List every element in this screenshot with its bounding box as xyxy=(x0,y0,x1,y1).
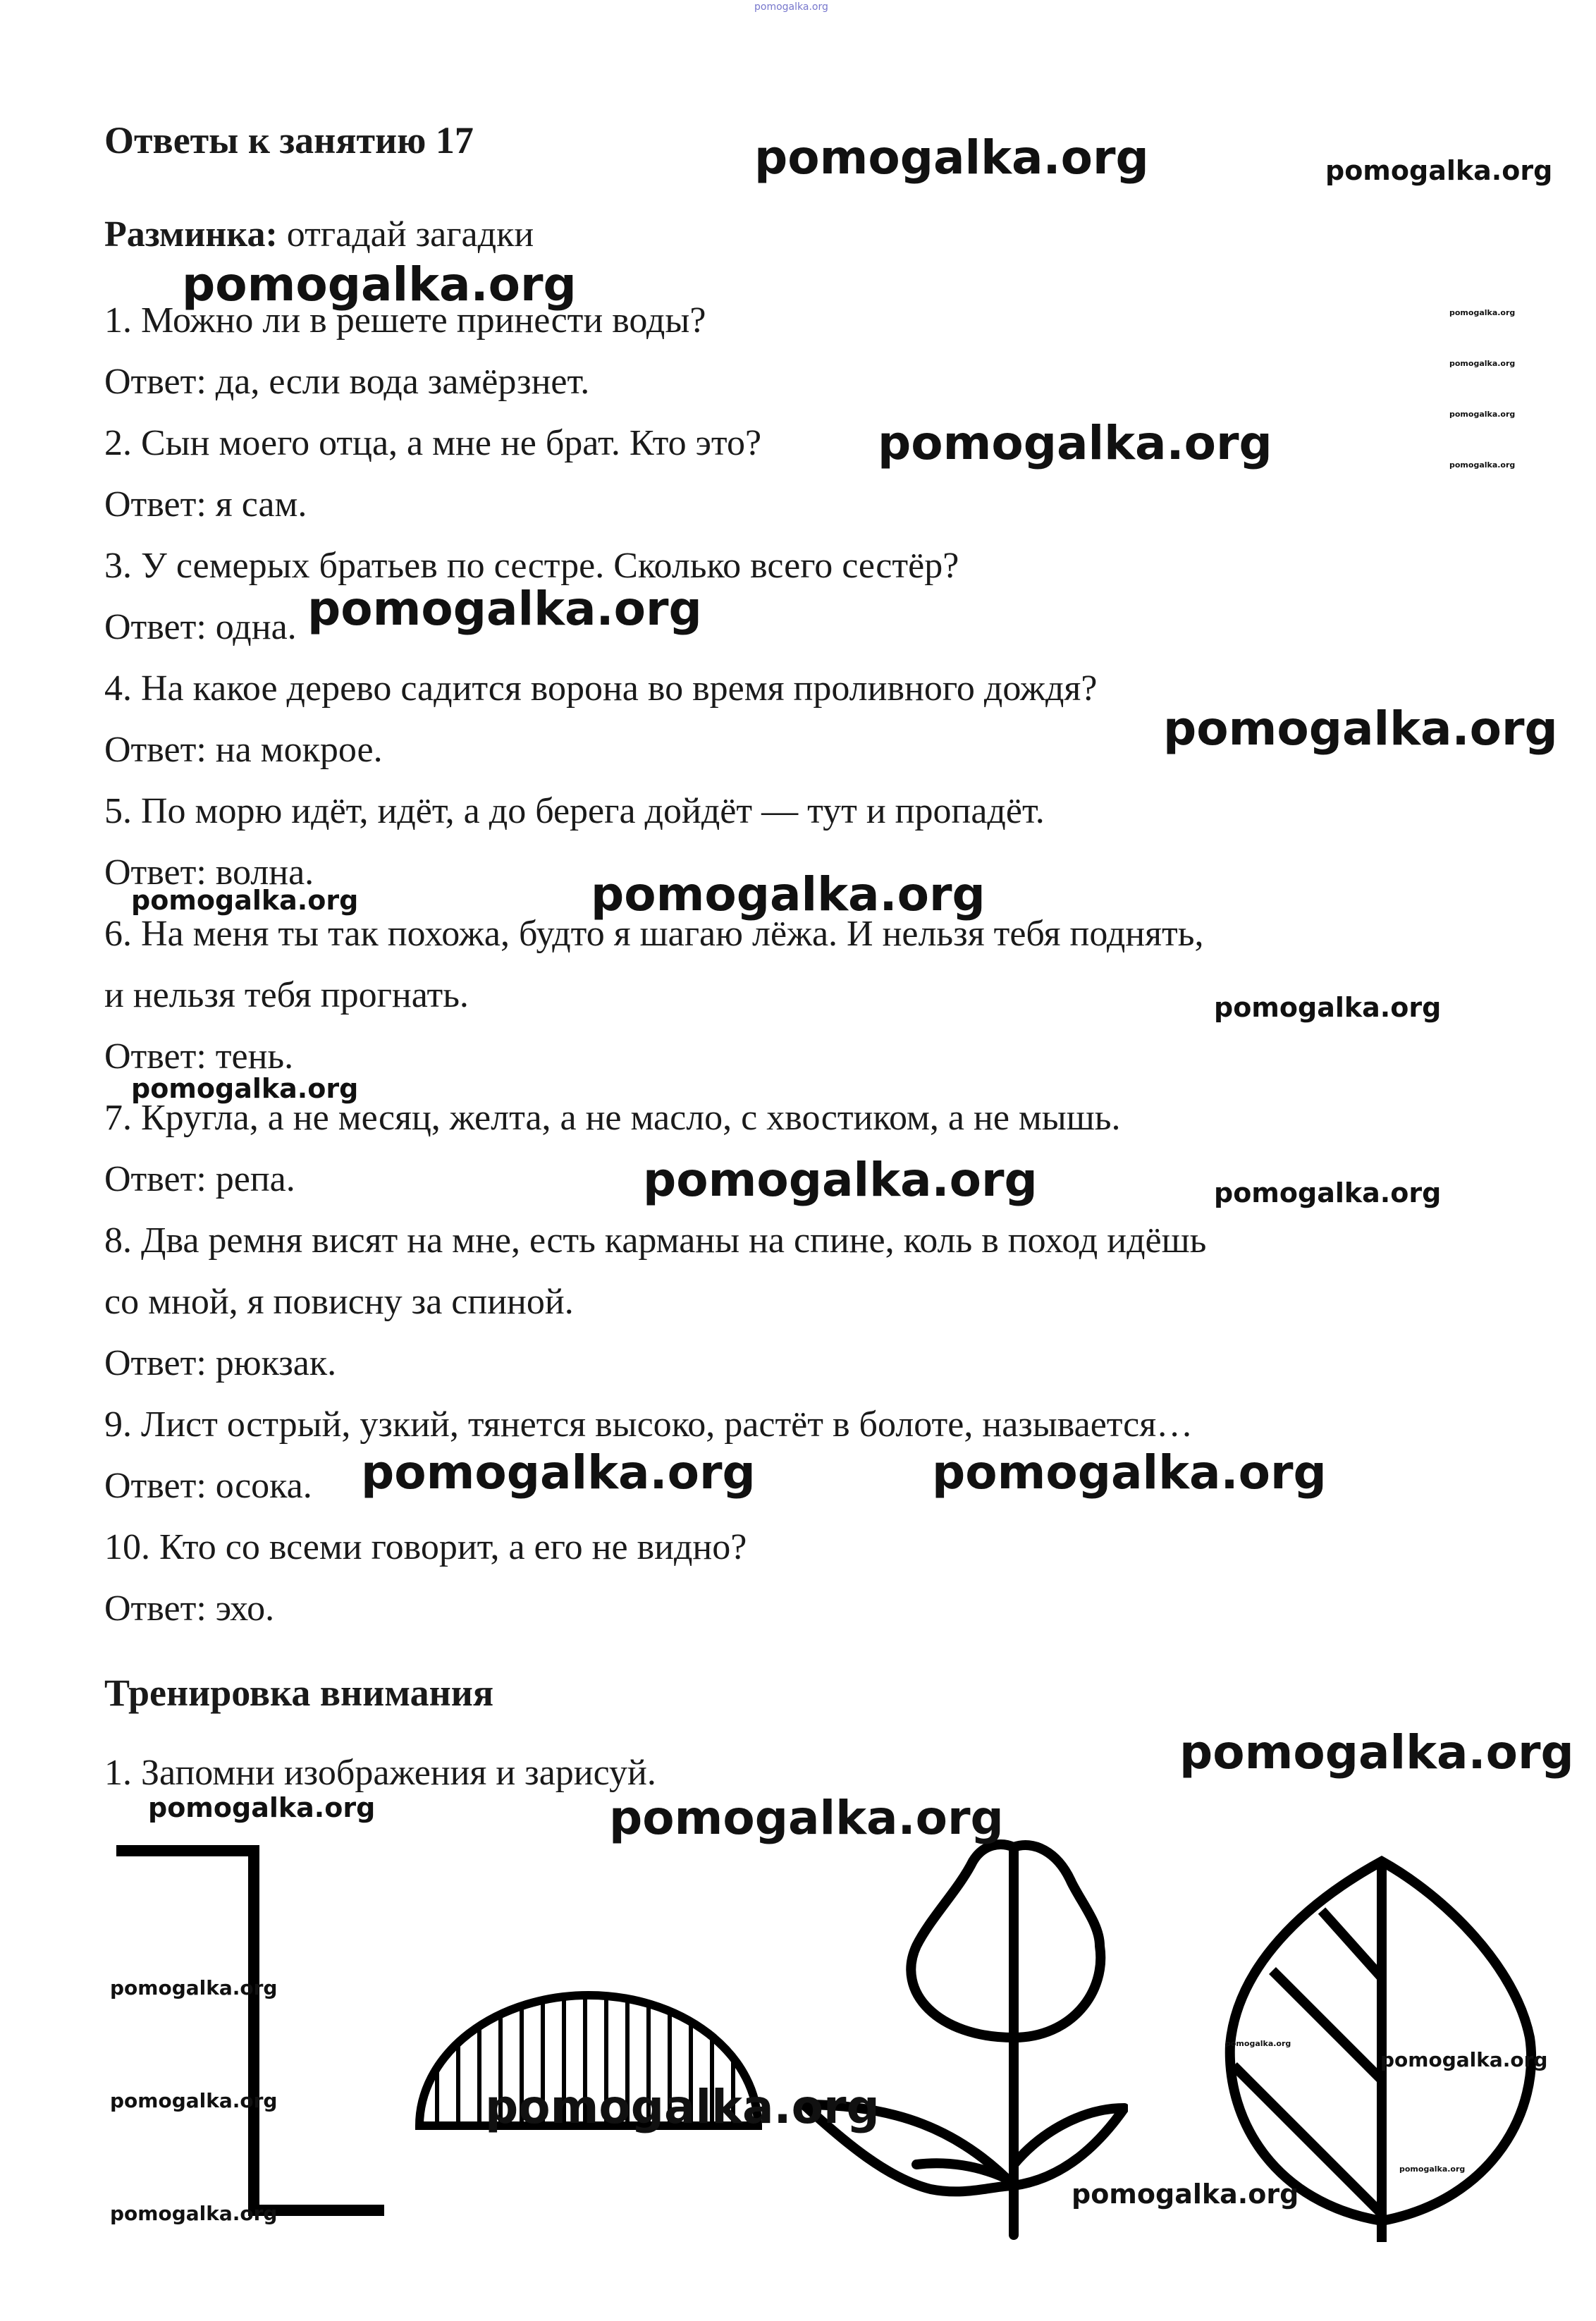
warmup-label: Разминка: xyxy=(104,214,278,255)
watermark: pomogalka.org xyxy=(110,2202,278,2225)
riddle-4-question: 4. На какое дерево садится ворона во время проливного дождя? xyxy=(104,668,1098,709)
watermark: pomogalka.org xyxy=(148,1792,376,1823)
watermark: pomogalka.org xyxy=(110,1976,278,2000)
page-title: Ответы к занятию 17 xyxy=(104,119,474,161)
warmup-instruction: отгадай загадки xyxy=(286,214,534,255)
riddle-5-question: 5. По морю идёт, идёт, а до берега дойдёт — тут и пропадёт. xyxy=(104,791,1045,831)
riddle-10-answer: Ответ: эхо. xyxy=(104,1588,275,1629)
watermark: pomogalka.org xyxy=(878,416,1272,470)
watermark: pomogalka.org xyxy=(1214,1177,1442,1208)
riddle-7-answer: Ответ: репа. xyxy=(104,1159,295,1199)
watermark: pomogalka.org xyxy=(1072,2179,1299,2210)
watermark: pomogalka.org xyxy=(131,1073,359,1104)
bracket-figure xyxy=(106,1833,388,2228)
riddle-10-question: 10. Кто со всеми говорит, а его не видно? xyxy=(104,1527,747,1567)
riddle-6-question: 6. На меня ты так похожа, будто я шагаю лёжа. И нельзя тебя поднять, xyxy=(104,914,1204,954)
riddle-9-answer: Ответ: осока. xyxy=(104,1466,312,1506)
riddle-3-answer: Ответ: одна. xyxy=(104,607,297,647)
riddle-8-question: 8. Два ремня висят на мне, есть карманы на спине, коль в поход идёшь xyxy=(104,1220,1207,1261)
riddle-2-answer: Ответ: я сам. xyxy=(104,484,307,525)
watermark: pomogalka.org xyxy=(1399,2164,1466,2174)
watermark: pomogalka.org xyxy=(1325,155,1553,186)
riddle-5-answer: Ответ: волна. xyxy=(104,852,314,893)
watermark: pomogalka.org xyxy=(131,885,359,916)
riddle-2-question: 2. Сын моего отца, а мне не брат. Кто это? xyxy=(104,423,762,463)
watermark: pomogalka.org xyxy=(307,582,702,636)
watermark: pomogalka.org xyxy=(1449,410,1516,419)
riddle-7-question: 7. Кругла, а не месяц, желта, а не масло, с хвостиком, а не мышь. xyxy=(104,1098,1121,1138)
watermark: pomogalka.org xyxy=(1449,308,1516,317)
attention-heading: Тренировка внимания xyxy=(104,1672,494,1714)
watermark: pomogalka.org xyxy=(1449,460,1516,470)
riddle-6-answer: Ответ: тень. xyxy=(104,1036,294,1077)
riddle-1-question: 1. Можно ли в решете принести воды? xyxy=(104,300,706,341)
watermark: pomogalka.org xyxy=(361,1445,756,1500)
riddle-8-question-cont: со мной, я повисну за спиной. xyxy=(104,1282,574,1322)
riddle-1-answer: Ответ: да, если вода замёрзнет. xyxy=(104,362,590,402)
riddle-6-question-cont: и нельзя тебя прогнать. xyxy=(104,975,469,1015)
riddle-3-question: 3. У семерых братьев по сестре. Сколько всего сестёр? xyxy=(104,546,959,586)
attention-task: 1. Запомни изображения и зарисуй. xyxy=(104,1753,656,1793)
watermark: pomogalka.org xyxy=(1214,992,1442,1023)
watermark: pomogalka.org xyxy=(110,2089,278,2112)
watermark: pomogalka.org xyxy=(932,1445,1327,1500)
watermark: pomogalka.org xyxy=(1449,359,1516,368)
riddle-4-answer: Ответ: на мокрое. xyxy=(104,730,383,770)
watermark: pomogalka.org xyxy=(643,1153,1038,1207)
watermark-top: pomogalka.org xyxy=(754,1,828,13)
riddle-9-question: 9. Лист острый, узкий, тянется высоко, растёт в болоте, называется… xyxy=(104,1404,1193,1445)
watermark: pomogalka.org xyxy=(1179,1725,1574,1780)
watermark: pomogalka.org xyxy=(1163,702,1558,756)
watermark: pomogalka.org xyxy=(485,2080,880,2134)
warmup-heading xyxy=(104,214,534,255)
watermark: pomogalka.org xyxy=(1380,2048,1548,2071)
watermark: pomogalka.org xyxy=(609,1791,1004,1845)
watermark: pomogalka.org xyxy=(1225,2039,1291,2048)
watermark: pomogalka.org xyxy=(754,130,1149,185)
riddle-8-answer: Ответ: рюкзак. xyxy=(104,1343,337,1383)
watermark: pomogalka.org xyxy=(591,867,986,921)
watermark: pomogalka.org xyxy=(182,257,577,312)
